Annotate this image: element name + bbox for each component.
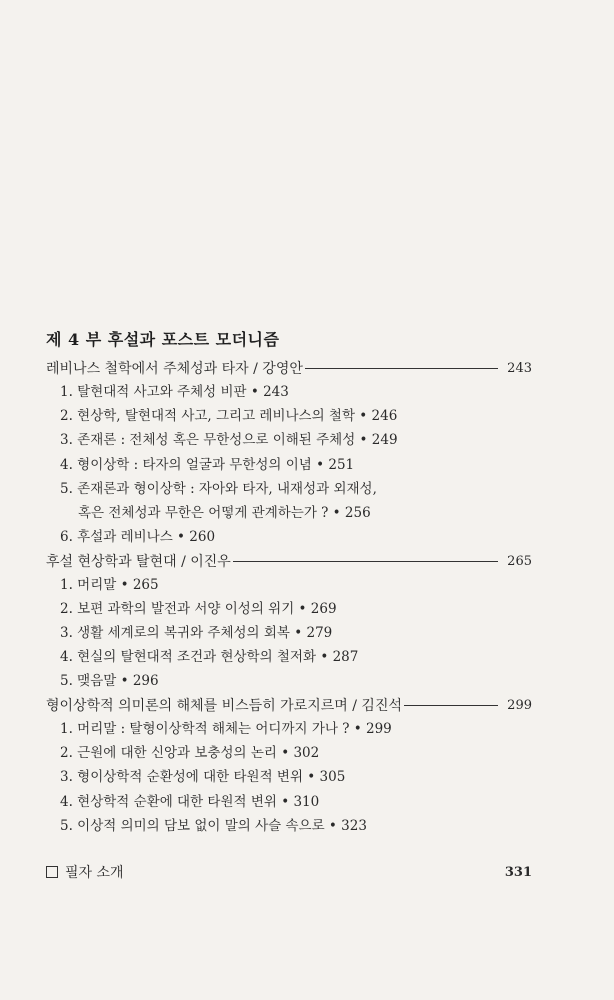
essay-page-number: 299: [507, 697, 532, 713]
part-title: 제 4 부 후설과 포스트 모더니즘: [46, 330, 280, 349]
leader-line: [305, 368, 498, 369]
section-entry: 1. 머리말 : 탈형이상학적 해체는 어디까지 가나 ? • 299: [60, 721, 392, 737]
section-entry: 4. 현상학적 순환에 대한 타원적 변위 • 310: [60, 794, 320, 810]
section-entry: 3. 형이상학적 순환성에 대한 타원적 변위 • 305: [60, 769, 346, 785]
section-entry: 2. 현상학, 탈현대적 사고, 그리고 레비나스의 철학 • 246: [60, 408, 398, 424]
section-entry: 5. 맺음말 • 296: [60, 673, 159, 689]
section-entry: 4. 형이상학 : 타자의 얼굴과 무한성의 이념 • 251: [60, 457, 355, 473]
section-entry: 3. 생활 세계로의 복귀와 주체성의 회복 • 279: [60, 625, 333, 641]
essay-entry: [46, 693, 532, 717]
section-entry-continuation: 혹은 전체성과 무한은 어떻게 관계하는가 ? • 256: [78, 505, 371, 521]
essay-entry: [46, 356, 532, 380]
section-entry: 4. 현실의 탈현대적 조건과 현상학의 철저화 • 287: [60, 649, 359, 665]
section-entry: 5. 존재론과 형이상학 : 자아와 타자, 내재성과 외재성,: [60, 481, 377, 497]
essay-title: 형이상학적 의미론의 해체를 비스듬히 가로지르며 / 김진석: [46, 698, 402, 714]
essay-page-number: 265: [507, 553, 532, 569]
section-entry: 6. 후설과 레비나스 • 260: [60, 529, 216, 545]
leader-line: [233, 561, 498, 562]
contributors-entry: [46, 862, 532, 882]
essay-title: 레비나스 철학에서 주체성과 타자 / 강영안: [46, 361, 303, 377]
section-entry: 2. 보편 과학의 발전과 서양 이성의 위기 • 269: [60, 601, 337, 617]
essay-entry: [46, 549, 532, 573]
essay-page-number: 243: [507, 360, 532, 376]
section-entry: 1. 탈현대적 사고와 주체성 비판 • 243: [60, 384, 289, 400]
contributors-label: 필자 소개: [65, 865, 124, 881]
section-entry: 3. 존재론 : 전체성 혹은 무한성으로 이해된 주체성 • 249: [60, 432, 398, 448]
section-entry: 2. 근원에 대한 신앙과 보충성의 논리 • 302: [60, 745, 320, 761]
section-entry: 1. 머리말 • 265: [60, 577, 159, 593]
leader-line: [404, 705, 498, 706]
square-bullet-icon: [46, 866, 58, 878]
essay-title: 후설 현상학과 탈현대 / 이진우: [46, 554, 231, 570]
section-entry: 5. 이상적 의미의 담보 없이 말의 사슬 속으로 • 323: [60, 818, 367, 834]
contributors-page-number: 331: [504, 864, 532, 880]
